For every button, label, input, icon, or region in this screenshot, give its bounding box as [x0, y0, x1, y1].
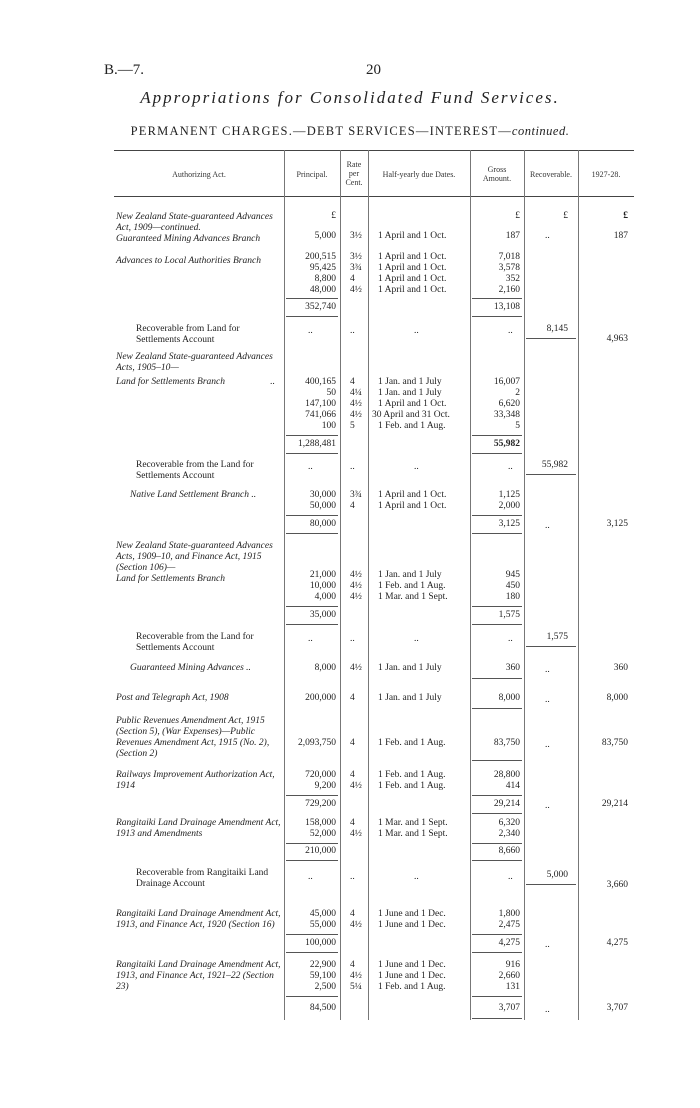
year-cell: 83,750: [601, 738, 628, 748]
dates-cell: 1 Feb. and 1 Aug.: [378, 982, 446, 992]
gross-cell: 5: [515, 421, 520, 431]
principal-cell: 158,000: [305, 818, 336, 828]
gross-cell: 2,160: [498, 285, 520, 295]
principal-total: 210,000: [305, 846, 336, 856]
dates-cell: 30 April and 31 Oct.: [372, 410, 450, 420]
recoverable-amount: 5,000: [546, 870, 568, 880]
dates-cell: 1 Feb. and 1 Aug.: [378, 581, 446, 591]
subtotal-rule: [286, 996, 338, 997]
unit-year: £: [623, 211, 628, 221]
principal-cell: 8,000: [314, 663, 336, 673]
principal-cell: 21,000: [309, 570, 336, 580]
act-branch: Land for Settlements Branch: [116, 377, 225, 387]
subtotal-rule: [286, 606, 338, 607]
table-header-rule: [114, 196, 634, 197]
recoverable-amount: 8,145: [546, 324, 568, 334]
rate-cell: 4: [350, 738, 355, 748]
dates-cell: 1 Jan. and 1 July: [378, 377, 442, 387]
subtotal-rule: [286, 435, 338, 436]
dates-cell: 1 Mar. and 1 Sept.: [378, 829, 448, 839]
gross-cell: 1,125: [498, 490, 520, 500]
rate-cell: 3½: [350, 252, 362, 262]
subtotal-rule: [526, 884, 576, 885]
dots: ..: [508, 462, 513, 472]
principal-cell: 50: [326, 388, 336, 398]
gross-cell: 28,800: [493, 770, 520, 780]
unit-recoverable: £: [563, 211, 568, 221]
recoverable-amount: 55,982: [541, 460, 568, 470]
rate-cell: 4: [350, 770, 355, 780]
gross-cell: 414: [505, 781, 520, 791]
principal-cell: 52,000: [309, 829, 336, 839]
recoverable-amount: 1,575: [546, 632, 568, 642]
dots: ..: [308, 462, 313, 472]
principal-cell: 8,800: [314, 274, 336, 284]
section-code: B.—7.: [104, 62, 145, 78]
column-header-gross: Gross Amount.: [482, 165, 512, 183]
principal-cell: 720,000: [305, 770, 336, 780]
dots: ..: [308, 634, 313, 644]
dates-cell: 1 June and 1 Dec.: [378, 960, 446, 970]
dots: ..: [545, 940, 550, 950]
subtotal-rule: [472, 934, 522, 935]
subtotal-rule: [472, 1018, 522, 1019]
rate-cell: 4½: [350, 663, 362, 673]
year-cell: 187: [613, 231, 628, 241]
dots: ..: [414, 634, 419, 644]
dates-cell: 1 Jan. and 1 July: [378, 570, 442, 580]
principal-total: 84,500: [309, 1003, 336, 1013]
year-cell: 3,660: [606, 880, 628, 890]
dots: ..: [350, 462, 355, 472]
subtotal-rule: [472, 453, 522, 454]
subtotal-rule: [286, 316, 338, 317]
subtotal-rule: [472, 795, 522, 796]
page-number: 20: [366, 62, 381, 78]
dates-cell: 1 Jan. and 1 July: [378, 693, 442, 703]
principal-cell: 200,000: [305, 693, 336, 703]
dates-cell: 1 April and 1 Oct.: [378, 252, 447, 262]
principal-cell: 48,000: [309, 285, 336, 295]
dots: ..: [545, 1005, 550, 1015]
subtotal-rule: [526, 338, 576, 339]
subtotal-rule: [286, 952, 338, 953]
dates-cell: 1 April and 1 Oct.: [378, 490, 447, 500]
dots: ..: [545, 695, 550, 705]
subtotal-rule: [472, 708, 522, 709]
rate-cell: 4: [350, 501, 355, 511]
rate-cell: 4½: [350, 285, 362, 295]
principal-total: 1,288,481: [298, 439, 336, 449]
principal-cell: 45,000: [309, 909, 336, 919]
unit-principal: £: [331, 211, 336, 221]
rate-cell: 4½: [350, 410, 362, 420]
subtotal-rule: [472, 996, 522, 997]
dates-cell: 1 April and 1 Oct.: [378, 263, 447, 273]
rate-cell: 4½: [350, 829, 362, 839]
gross-cell: 2,475: [498, 920, 520, 930]
principal-total: 80,000: [309, 519, 336, 529]
act-name: Public Revenues Amendment Act, 1915 (Section 5), (War Expenses)—Public Revenues Amendment Act, 1915 (No. 2), (Section 2): [116, 716, 270, 759]
column-header-act: Authorizing Act.: [172, 170, 226, 179]
gross-cell: 1,800: [498, 909, 520, 919]
dots: ..: [545, 521, 550, 531]
dates-cell: 1 Feb. and 1 Aug.: [378, 781, 446, 791]
rate-cell: 4: [350, 818, 355, 828]
act-name: Rangitaiki Land Drainage Amendment Act, 1913, and Finance Act, 1920 (Section 16): [116, 909, 281, 930]
subtotal-rule: [286, 298, 338, 299]
principal-cell: 100: [321, 421, 336, 431]
principal-cell: 200,515: [305, 252, 336, 262]
dates-cell: 1 April and 1 Oct.: [378, 501, 447, 511]
principal-total: 35,000: [309, 610, 336, 620]
subtotal-rule: [286, 934, 338, 935]
principal-cell: 147,100: [305, 399, 336, 409]
year-cell: 3,125: [606, 519, 628, 529]
year-cell: 4,963: [606, 334, 628, 344]
year-cell: 360: [613, 663, 628, 673]
subtotal-rule: [286, 453, 338, 454]
gross-total: 8,660: [498, 846, 520, 856]
gross-cell: 7,018: [498, 252, 520, 262]
gross-cell: 916: [505, 960, 520, 970]
gross-cell: 16,007: [493, 377, 520, 387]
dates-cell: 1 Feb. and 1 Aug.: [378, 421, 446, 431]
subtotal-rule: [472, 813, 522, 814]
rate-cell: 4½: [350, 781, 362, 791]
subtotal-rule: [472, 606, 522, 607]
subtotal-rule: [286, 843, 338, 844]
act-name: New Zealand State-guaranteed Advances Acts, 1909–10, and Finance Act, 1915 (Section 106)—: [116, 541, 273, 573]
column-divider: [340, 150, 341, 1020]
gross-cell: 945: [505, 570, 520, 580]
subtotal-rule: [472, 624, 522, 625]
act-name: New Zealand State-guaranteed Advances Act, 1909—continued.: [116, 212, 273, 233]
gross-cell: 180: [505, 592, 520, 602]
dots: ..: [350, 326, 355, 336]
recoverable-label: Recoverable from Rangitaiki Land Drainage Account: [136, 868, 269, 889]
rate-cell: 4¼: [350, 388, 362, 398]
subtotal-rule: [286, 860, 338, 861]
gross-cell: 360: [505, 663, 520, 673]
table-top-rule: [114, 150, 634, 151]
dates-cell: 1 June and 1 Dec.: [378, 909, 446, 919]
principal-cell: 4,000: [314, 592, 336, 602]
gross-cell: 6,320: [498, 818, 520, 828]
column-divider: [524, 150, 525, 1020]
dots: ..: [270, 377, 275, 387]
dates-cell: 1 Mar. and 1 Sept.: [378, 592, 448, 602]
subtotal-rule: [472, 515, 522, 516]
principal-cell: 95,425: [309, 263, 336, 273]
principal-cell: 400,165: [305, 377, 336, 387]
principal-cell: 50,000: [309, 501, 336, 511]
rate-cell: 4½: [350, 570, 362, 580]
act-name: Railways Improvement Authorization Act, 1914: [116, 770, 275, 791]
principal-total: 729,200: [305, 799, 336, 809]
gross-cell: 131: [505, 982, 520, 992]
subtotal-rule: [472, 298, 522, 299]
gross-cell: 33,348: [493, 410, 520, 420]
gross-total: 4,275: [498, 938, 520, 948]
dots: ..: [414, 872, 419, 882]
subtotal-rule: [472, 952, 522, 953]
principal-cell: 5,000: [314, 231, 336, 241]
subtotal-rule: [472, 678, 522, 679]
dots: ..: [545, 665, 550, 675]
dots: ..: [508, 326, 513, 336]
rate-cell: 4½: [350, 592, 362, 602]
gross-cell: 2,340: [498, 829, 520, 839]
table-subtitle: PERMANENT CHARGES.—DEBT SERVICES—INTEREST—continued.: [130, 124, 570, 138]
act-branch: Land for Settlements Branch: [116, 574, 225, 584]
subtotal-rule: [472, 860, 522, 861]
rate-cell: 4½: [350, 399, 362, 409]
year-cell: 3,707: [606, 1003, 628, 1013]
principal-cell: 741,066: [305, 410, 336, 420]
column-header-rate: Rate per Cent.: [345, 160, 363, 187]
dates-cell: 1 Mar. and 1 Sept.: [378, 818, 448, 828]
rate-cell: 4: [350, 377, 355, 387]
rate-cell: 3¾: [350, 263, 362, 273]
dots: ..: [508, 872, 513, 882]
recoverable-label: Recoverable from Land for Settlements Account: [136, 324, 240, 345]
subtotal-rule: [472, 533, 522, 534]
subtotal-rule: [286, 533, 338, 534]
dots: ..: [508, 634, 513, 644]
rate-cell: 5: [350, 421, 355, 431]
gross-total: 1,575: [498, 610, 520, 620]
rate-cell: 3½: [350, 231, 362, 241]
dates-cell: 1 Feb. and 1 Aug.: [378, 770, 446, 780]
dates-cell: 1 April and 1 Oct.: [378, 231, 447, 241]
dates-cell: 1 April and 1 Oct.: [378, 274, 447, 284]
dots: ..: [308, 872, 313, 882]
rate-cell: 3¾: [350, 490, 362, 500]
dots: ..: [350, 634, 355, 644]
dates-cell: 1 April and 1 Oct.: [378, 285, 447, 295]
rate-cell: 4½: [350, 581, 362, 591]
column-header-dates: Half-yearly due Dates.: [382, 170, 456, 179]
dots: ..: [414, 462, 419, 472]
rate-cell: 4: [350, 960, 355, 970]
subtotal-rule: [472, 760, 522, 761]
column-header-recoverable: Recoverable.: [530, 170, 572, 179]
gross-cell: 2: [515, 388, 520, 398]
act-name: Post and Telegraph Act, 1908: [116, 693, 229, 703]
rate-cell: 4: [350, 909, 355, 919]
act-name: New Zealand State-guaranteed Advances Acts, 1905–10—: [116, 352, 273, 373]
gross-cell: 187: [505, 231, 520, 241]
gross-cell: 450: [505, 581, 520, 591]
gross-total: 13,108: [493, 302, 520, 312]
act-name: Guaranteed Mining Advances ..: [130, 663, 251, 673]
gross-total: 55,982: [493, 439, 520, 449]
gross-total: 29,214: [493, 799, 520, 809]
gross-cell: 3,578: [498, 263, 520, 273]
gross-cell: 8,000: [498, 693, 520, 703]
principal-total: 352,740: [305, 302, 336, 312]
subtotal-rule: [472, 843, 522, 844]
principal-cell: 2,093,750: [298, 738, 336, 748]
dates-cell: 1 April and 1 Oct.: [378, 399, 447, 409]
dots: ..: [545, 801, 550, 811]
column-header-year: 1927-28.: [591, 170, 621, 179]
column-header-principal: Principal.: [296, 170, 328, 179]
act-name: Native Land Settlement Branch ..: [130, 490, 257, 500]
act-name: Rangitaiki Land Drainage Amendment Act, 1913, and Finance Act, 1921–22 (Section 23): [116, 960, 281, 992]
subtotal-rule: [472, 316, 522, 317]
subtotal-rule: [286, 515, 338, 516]
year-cell: 8,000: [606, 693, 628, 703]
rate-cell: 4: [350, 693, 355, 703]
principal-cell: 55,000: [309, 920, 336, 930]
gross-cell: 2,000: [498, 501, 520, 511]
year-cell: 29,214: [601, 799, 628, 809]
recoverable-cell: ..: [545, 231, 550, 241]
rate-cell: 5¼: [350, 982, 362, 992]
dots: ..: [350, 872, 355, 882]
subtotal-rule: [526, 474, 576, 475]
rate-cell: 4: [350, 274, 355, 284]
gross-total: 3,707: [498, 1003, 520, 1013]
dots: ..: [308, 326, 313, 336]
subtotal-rule: [286, 795, 338, 796]
principal-cell: 59,100: [309, 971, 336, 981]
gross-cell: 83,750: [493, 738, 520, 748]
gross-cell: 6,620: [498, 399, 520, 409]
recoverable-label: Recoverable from the Land for Settlements Account: [136, 460, 254, 481]
page-title: Appropriations for Consolidated Fund Services.: [140, 88, 560, 107]
dates-cell: 1 Jan. and 1 July: [378, 663, 442, 673]
recoverable-label: Recoverable from the Land for Settlements Account: [136, 632, 254, 653]
act-branch: Guaranteed Mining Advances Branch: [116, 234, 261, 244]
act-branch: Advances to Local Authorities Branch: [116, 256, 261, 266]
subtotal-rule: [526, 646, 576, 647]
principal-cell: 30,000: [309, 490, 336, 500]
column-divider: [368, 150, 369, 1020]
principal-cell: 10,000: [309, 581, 336, 591]
act-name: Rangitaiki Land Drainage Amendment Act, 1913 and Amendments: [116, 818, 281, 839]
gross-cell: 2,660: [498, 971, 520, 981]
gross-total: 3,125: [498, 519, 520, 529]
subtotal-rule: [286, 624, 338, 625]
subtotal-rule: [472, 435, 522, 436]
rate-cell: 4½: [350, 971, 362, 981]
principal-cell: 9,200: [314, 781, 336, 791]
dates-cell: 1 June and 1 Dec.: [378, 920, 446, 930]
dates-cell: 1 Feb. and 1 Aug.: [378, 738, 446, 748]
unit-gross: £: [515, 211, 520, 221]
rate-cell: 4½: [350, 920, 362, 930]
principal-cell: 2,500: [314, 982, 336, 992]
dates-cell: 1 Jan. and 1 July: [378, 388, 442, 398]
gross-cell: 352: [505, 274, 520, 284]
principal-cell: 22,900: [309, 960, 336, 970]
dates-cell: 1 June and 1 Dec.: [378, 971, 446, 981]
year-cell: 4,275: [606, 938, 628, 948]
dots: ..: [545, 740, 550, 750]
dots: ..: [414, 326, 419, 336]
principal-total: 100,000: [305, 938, 336, 948]
